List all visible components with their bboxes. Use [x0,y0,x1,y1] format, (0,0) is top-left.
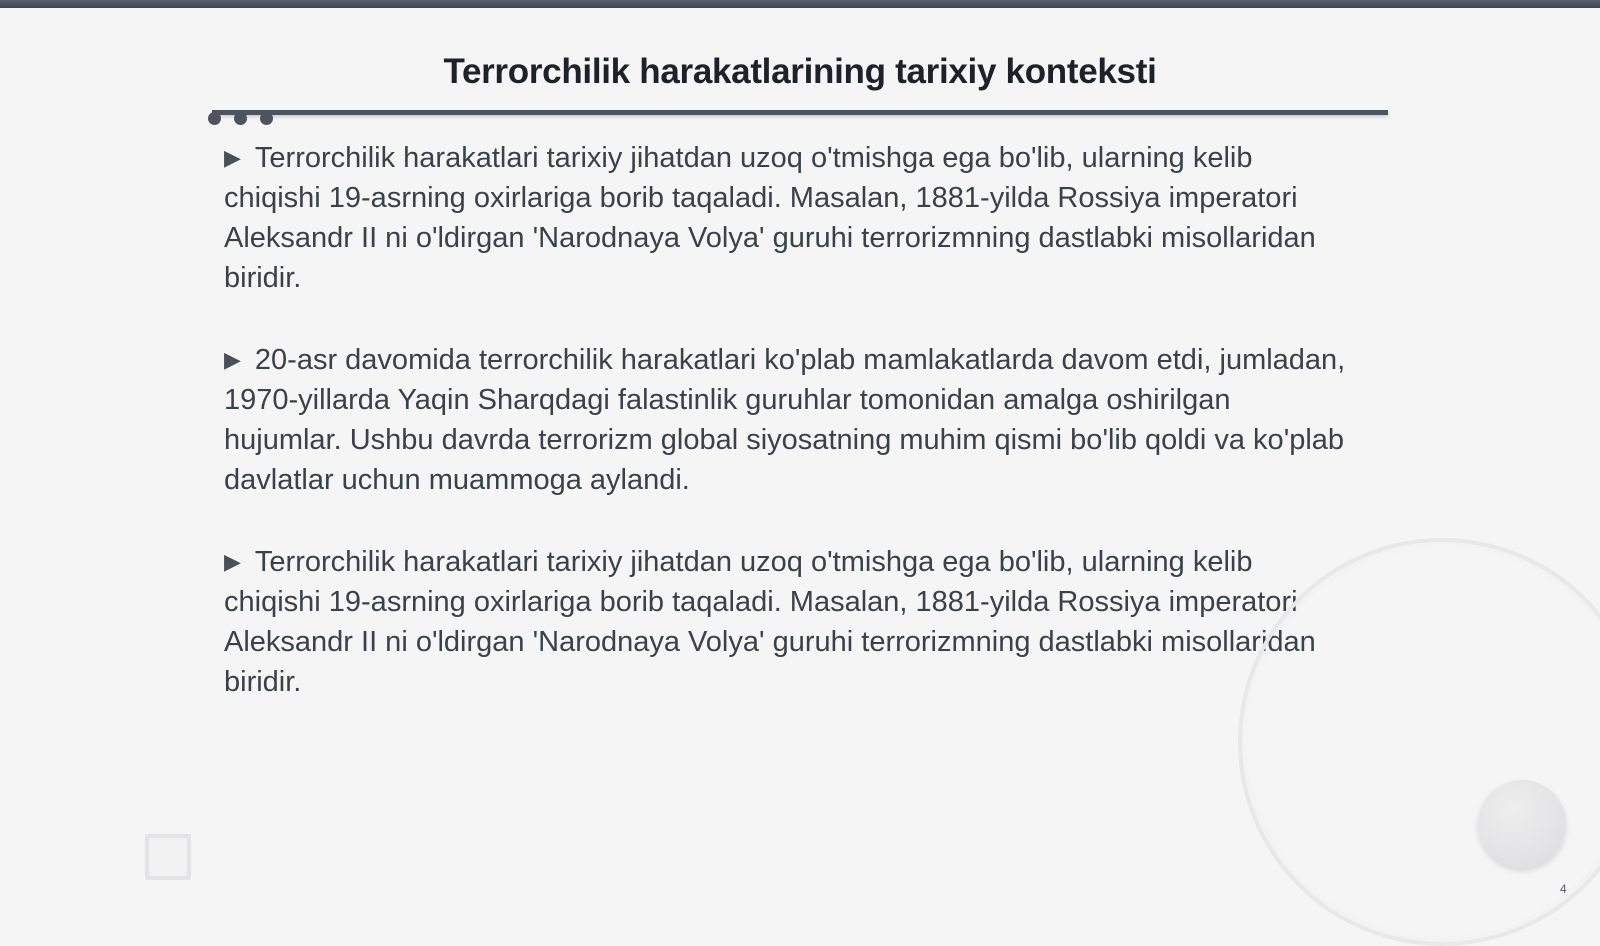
bullet-item [224,138,1354,298]
page-number: 4 [1560,882,1567,896]
bullet-list [224,138,1354,744]
bullet-text: Terrorchilik harakatlari tarixiy jihatdan uzoq o'tmishga ega bo'lib, ularning kelib chiqishi 19-asrning oxirlariga borib taqaladi. Masalan, 1881-yilda Rossiya imperatori Aleksandr II ni o'ldirgan 'Narodnaya Volya' guruhi terrorizmning dastlabki misollaridan biridir. [224,546,1316,698]
bullet-text: 20-asr davomida terrorchilik harakatlari ko'plab mamlakatlarda davom etdi, jumladan, 1970-yillarda Yaqin Sharqdagi falastinlik guruhlar tomonidan amalga oshirilgan hujumlar. Ushbu davrda terrorizm global siyosatning muhim qismi bo'lib qoldi va ko'plab davlatlar uchun muammoga aylandi. [224,344,1346,496]
slide-title: Terrorchilik harakatlarining tarixiy konteksti [443,52,1157,91]
bullet-text: Terrorchilik harakatlari tarixiy jihatdan uzoq o'tmishga ega bo'lib, ularning kelib chiqishi 19-asrning oxirlariga borib taqaladi. Masalan, 1881-yilda Rossiya imperatori Aleksandr II ni o'ldirgan 'Narodnaya Volya' guruhi terrorizmning dastlabki misollaridan biridir. [224,142,1316,294]
top-accent-bar [0,0,1600,8]
decorative-square [145,834,191,880]
bullet-item [224,340,1354,500]
triangle-bullet-icon: ▶ [224,549,241,574]
triangle-bullet-icon: ▶ [224,145,241,170]
triangle-bullet-icon: ▶ [224,347,241,372]
underline-dot [208,112,221,125]
decorative-disc [1478,780,1566,868]
title-underline [212,110,1388,115]
underline-dot [234,112,247,125]
bullet-item [224,542,1354,702]
underline-dot [260,112,273,125]
